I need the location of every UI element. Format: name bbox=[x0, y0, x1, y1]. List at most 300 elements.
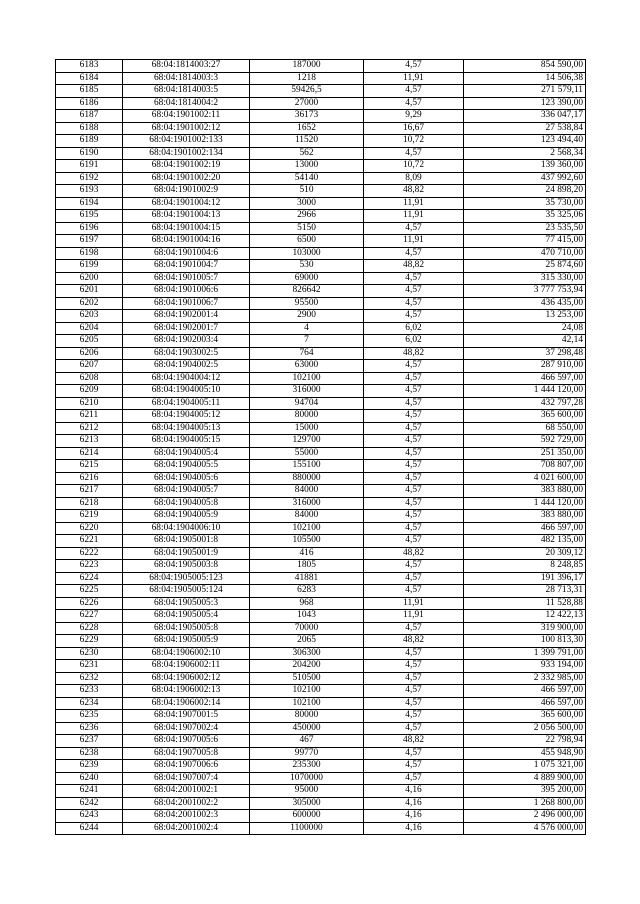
row-number-cell: 6191 bbox=[56, 160, 123, 173]
table-row bbox=[56, 572, 586, 585]
table-row bbox=[56, 335, 586, 348]
value-cell: 191 396,17 bbox=[464, 572, 586, 585]
area-cell: 826642 bbox=[250, 285, 364, 298]
cadastral-number-cell: 68:04:1906002:10 bbox=[123, 647, 250, 660]
cadastral-number-cell: 68:04:1904005:10 bbox=[123, 385, 250, 398]
cadastral-number-cell: 68:04:1904004:12 bbox=[123, 372, 250, 385]
value-cell: 123 390,00 bbox=[464, 97, 586, 110]
cadastral-number-cell: 68:04:1901002:11 bbox=[123, 110, 250, 123]
row-number-cell: 6203 bbox=[56, 310, 123, 323]
row-number-cell: 6190 bbox=[56, 147, 123, 160]
rate-cell: 4,57 bbox=[364, 497, 464, 510]
cadastral-number-cell: 68:04:1901004:12 bbox=[123, 197, 250, 210]
row-number-cell: 6232 bbox=[56, 672, 123, 685]
table-row bbox=[56, 810, 586, 823]
cadastral-number-cell: 68:04:1905005:9 bbox=[123, 635, 250, 648]
cadastral-number-cell: 68:04:1901004:16 bbox=[123, 235, 250, 248]
row-number-cell: 6223 bbox=[56, 560, 123, 573]
row-number-cell: 6235 bbox=[56, 710, 123, 723]
table-row bbox=[56, 785, 586, 798]
area-cell: 5150 bbox=[250, 222, 364, 235]
rate-cell: 11,91 bbox=[364, 72, 464, 85]
rate-cell: 4,57 bbox=[364, 560, 464, 573]
area-cell: 510 bbox=[250, 185, 364, 198]
value-cell: 2 332 985,00 bbox=[464, 672, 586, 685]
row-number-cell: 6185 bbox=[56, 85, 123, 98]
row-number-cell: 6217 bbox=[56, 485, 123, 498]
area-cell: 2900 bbox=[250, 310, 364, 323]
value-cell: 2 568,34 bbox=[464, 147, 586, 160]
cadastral-number-cell: 68:04:2001002:3 bbox=[123, 810, 250, 823]
cadastral-number-cell: 68:04:1904005:8 bbox=[123, 497, 250, 510]
table-row bbox=[56, 510, 586, 523]
row-number-cell: 6211 bbox=[56, 410, 123, 423]
rate-cell: 6,02 bbox=[364, 335, 464, 348]
value-cell: 466 597,00 bbox=[464, 522, 586, 535]
value-cell: 22 798,94 bbox=[464, 735, 586, 748]
rate-cell: 4,57 bbox=[364, 247, 464, 260]
table-row bbox=[56, 585, 586, 598]
value-cell: 24,08 bbox=[464, 322, 586, 335]
row-number-cell: 6215 bbox=[56, 460, 123, 473]
rate-cell: 4,57 bbox=[364, 485, 464, 498]
table-row bbox=[56, 560, 586, 573]
cadastral-number-cell: 68:04:1902003:4 bbox=[123, 335, 250, 348]
cadastral-number-cell: 68:04:1906002:11 bbox=[123, 660, 250, 673]
cadastral-number-cell: 68:04:1903002:5 bbox=[123, 347, 250, 360]
table-row bbox=[56, 472, 586, 485]
area-cell: 41881 bbox=[250, 572, 364, 585]
value-cell: 933 194,00 bbox=[464, 660, 586, 673]
area-cell: 15000 bbox=[250, 422, 364, 435]
table-row bbox=[56, 547, 586, 560]
row-number-cell: 6189 bbox=[56, 135, 123, 148]
rate-cell: 48,82 bbox=[364, 185, 464, 198]
rate-cell: 4,57 bbox=[364, 422, 464, 435]
value-cell: 2 496 000,00 bbox=[464, 810, 586, 823]
value-cell: 12 422,13 bbox=[464, 610, 586, 623]
rate-cell: 4,57 bbox=[364, 472, 464, 485]
rate-cell: 4,16 bbox=[364, 822, 464, 835]
value-cell: 319 900,00 bbox=[464, 622, 586, 635]
table-row bbox=[56, 185, 586, 198]
table-row bbox=[56, 97, 586, 110]
value-cell: 23 535,50 bbox=[464, 222, 586, 235]
table-row bbox=[56, 360, 586, 373]
value-cell: 27 538,84 bbox=[464, 122, 586, 135]
cadastral-number-cell: 68:04:1901006:7 bbox=[123, 297, 250, 310]
area-cell: 94704 bbox=[250, 397, 364, 410]
row-number-cell: 6230 bbox=[56, 647, 123, 660]
area-cell: 70000 bbox=[250, 622, 364, 635]
value-cell: 251 350,00 bbox=[464, 447, 586, 460]
row-number-cell: 6210 bbox=[56, 397, 123, 410]
value-cell: 4 021 600,00 bbox=[464, 472, 586, 485]
cadastral-number-cell: 68:04:1814003:5 bbox=[123, 85, 250, 98]
table-row bbox=[56, 322, 586, 335]
rate-cell: 4,57 bbox=[364, 410, 464, 423]
area-cell: 11520 bbox=[250, 135, 364, 148]
value-cell: 1 444 120,00 bbox=[464, 385, 586, 398]
table-row bbox=[56, 747, 586, 760]
value-cell: 592 729,00 bbox=[464, 435, 586, 448]
table-row bbox=[56, 310, 586, 323]
rate-cell: 4,57 bbox=[364, 460, 464, 473]
area-cell: 1218 bbox=[250, 72, 364, 85]
value-cell: 123 494,40 bbox=[464, 135, 586, 148]
rate-cell: 48,82 bbox=[364, 635, 464, 648]
cadastral-number-cell: 68:04:1905005:124 bbox=[123, 585, 250, 598]
table-row bbox=[56, 110, 586, 123]
row-number-cell: 6219 bbox=[56, 510, 123, 523]
rate-cell: 4,57 bbox=[364, 535, 464, 548]
value-cell: 42,14 bbox=[464, 335, 586, 348]
table-row bbox=[56, 285, 586, 298]
cadastral-number-cell: 68:04:1904006:10 bbox=[123, 522, 250, 535]
area-cell: 600000 bbox=[250, 810, 364, 823]
rate-cell: 48,82 bbox=[364, 735, 464, 748]
cadastral-number-cell: 68:04:1901002:134 bbox=[123, 147, 250, 160]
rate-cell: 48,82 bbox=[364, 547, 464, 560]
row-number-cell: 6239 bbox=[56, 760, 123, 773]
row-number-cell: 6197 bbox=[56, 235, 123, 248]
area-cell: 187000 bbox=[250, 60, 364, 73]
cadastral-number-cell: 68:04:1904005:9 bbox=[123, 510, 250, 523]
table-row bbox=[56, 147, 586, 160]
value-cell: 35 730,00 bbox=[464, 197, 586, 210]
rate-cell: 4,57 bbox=[364, 672, 464, 685]
area-cell: 1652 bbox=[250, 122, 364, 135]
cadastral-number-cell: 68:04:1902001:7 bbox=[123, 322, 250, 335]
area-cell: 880000 bbox=[250, 472, 364, 485]
cadastral-number-cell: 68:04:1904005:7 bbox=[123, 485, 250, 498]
cadastral-number-cell: 68:04:1907002:4 bbox=[123, 722, 250, 735]
cadastral-number-cell: 68:04:1905003:8 bbox=[123, 560, 250, 573]
cadastral-number-cell: 68:04:1904005:5 bbox=[123, 460, 250, 473]
cadastral-number-cell: 68:04:1901002:9 bbox=[123, 185, 250, 198]
value-cell: 11 528,88 bbox=[464, 597, 586, 610]
rate-cell: 4,57 bbox=[364, 710, 464, 723]
row-number-cell: 6236 bbox=[56, 722, 123, 735]
area-cell: 6500 bbox=[250, 235, 364, 248]
row-number-cell: 6229 bbox=[56, 635, 123, 648]
area-cell: 102100 bbox=[250, 522, 364, 535]
cadastral-number-cell: 68:04:1901004:15 bbox=[123, 222, 250, 235]
row-number-cell: 6184 bbox=[56, 72, 123, 85]
cadastral-number-cell: 68:04:2001002:4 bbox=[123, 822, 250, 835]
value-cell: 14 506,38 bbox=[464, 72, 586, 85]
area-cell: 84000 bbox=[250, 510, 364, 523]
cadastral-number-cell: 68:04:1905005:123 bbox=[123, 572, 250, 585]
rate-cell: 4,57 bbox=[364, 697, 464, 710]
value-cell: 68 550,00 bbox=[464, 422, 586, 435]
rate-cell: 4,16 bbox=[364, 810, 464, 823]
area-cell: 2065 bbox=[250, 635, 364, 648]
table-row bbox=[56, 460, 586, 473]
table-row bbox=[56, 372, 586, 385]
value-cell: 395 200,00 bbox=[464, 785, 586, 798]
row-number-cell: 6216 bbox=[56, 472, 123, 485]
area-cell: 968 bbox=[250, 597, 364, 610]
area-cell: 55000 bbox=[250, 447, 364, 460]
area-cell: 1043 bbox=[250, 610, 364, 623]
cadastral-number-cell: 68:04:1814003:27 bbox=[123, 60, 250, 73]
rate-cell: 4,57 bbox=[364, 360, 464, 373]
row-number-cell: 6242 bbox=[56, 797, 123, 810]
value-cell: 482 135,00 bbox=[464, 535, 586, 548]
cadastral-number-cell: 68:04:1901004:7 bbox=[123, 260, 250, 273]
table-row bbox=[56, 222, 586, 235]
value-cell: 1 268 800,00 bbox=[464, 797, 586, 810]
row-number-cell: 6192 bbox=[56, 172, 123, 185]
cadastral-number-cell: 68:04:1905005:3 bbox=[123, 597, 250, 610]
cadastral-number-cell: 68:04:1907001:5 bbox=[123, 710, 250, 723]
cadastral-number-cell: 68:04:1901002:133 bbox=[123, 135, 250, 148]
table-row bbox=[56, 622, 586, 635]
table-row bbox=[56, 172, 586, 185]
value-cell: 287 910,00 bbox=[464, 360, 586, 373]
row-number-cell: 6198 bbox=[56, 247, 123, 260]
row-number-cell: 6200 bbox=[56, 272, 123, 285]
value-cell: 1 399 791,00 bbox=[464, 647, 586, 660]
rate-cell: 4,57 bbox=[364, 60, 464, 73]
value-cell: 2 056 500,00 bbox=[464, 722, 586, 735]
rate-cell: 48,82 bbox=[364, 260, 464, 273]
row-number-cell: 6241 bbox=[56, 785, 123, 798]
rate-cell: 4,57 bbox=[364, 510, 464, 523]
area-cell: 155100 bbox=[250, 460, 364, 473]
area-cell: 54140 bbox=[250, 172, 364, 185]
cadastral-number-cell: 68:04:1907005:8 bbox=[123, 747, 250, 760]
table-row bbox=[56, 647, 586, 660]
value-cell: 383 880,00 bbox=[464, 485, 586, 498]
rate-cell: 4,57 bbox=[364, 310, 464, 323]
cadastral-number-cell: 68:04:1907007:4 bbox=[123, 772, 250, 785]
table-row bbox=[56, 535, 586, 548]
table-row bbox=[56, 297, 586, 310]
cadastral-number-cell: 68:04:1901002:20 bbox=[123, 172, 250, 185]
table-row bbox=[56, 397, 586, 410]
table-row bbox=[56, 210, 586, 223]
rate-cell: 4,57 bbox=[364, 585, 464, 598]
row-number-cell: 6199 bbox=[56, 260, 123, 273]
area-cell: 84000 bbox=[250, 485, 364, 498]
cadastral-number-cell: 68:04:1906002:13 bbox=[123, 685, 250, 698]
row-number-cell: 6183 bbox=[56, 60, 123, 73]
table-body bbox=[56, 60, 586, 835]
rate-cell: 6,02 bbox=[364, 322, 464, 335]
table-row bbox=[56, 660, 586, 673]
row-number-cell: 6224 bbox=[56, 572, 123, 585]
rate-cell: 4,57 bbox=[364, 660, 464, 673]
cadastral-number-cell: 68:04:1904005:15 bbox=[123, 435, 250, 448]
row-number-cell: 6206 bbox=[56, 347, 123, 360]
rate-cell: 4,57 bbox=[364, 385, 464, 398]
value-cell: 466 597,00 bbox=[464, 372, 586, 385]
value-cell: 28 713,31 bbox=[464, 585, 586, 598]
table-row bbox=[56, 710, 586, 723]
rate-cell: 4,57 bbox=[364, 522, 464, 535]
table-row bbox=[56, 72, 586, 85]
table-row bbox=[56, 347, 586, 360]
area-cell: 530 bbox=[250, 260, 364, 273]
rate-cell: 11,91 bbox=[364, 597, 464, 610]
row-number-cell: 6213 bbox=[56, 435, 123, 448]
rate-cell: 11,91 bbox=[364, 210, 464, 223]
row-number-cell: 6237 bbox=[56, 735, 123, 748]
area-cell: 3000 bbox=[250, 197, 364, 210]
value-cell: 24 898,20 bbox=[464, 185, 586, 198]
row-number-cell: 6221 bbox=[56, 535, 123, 548]
rate-cell: 4,57 bbox=[364, 97, 464, 110]
rate-cell: 10,72 bbox=[364, 135, 464, 148]
cadastral-number-cell: 68:04:1902001:4 bbox=[123, 310, 250, 323]
area-cell: 235300 bbox=[250, 760, 364, 773]
value-cell: 4 889 900,00 bbox=[464, 772, 586, 785]
row-number-cell: 6234 bbox=[56, 697, 123, 710]
cadastral-number-cell: 68:04:1901002:19 bbox=[123, 160, 250, 173]
table-row bbox=[56, 497, 586, 510]
value-cell: 383 880,00 bbox=[464, 510, 586, 523]
area-cell: 27000 bbox=[250, 97, 364, 110]
area-cell: 102100 bbox=[250, 697, 364, 710]
cadastral-number-cell: 68:04:2001002:2 bbox=[123, 797, 250, 810]
area-cell: 102100 bbox=[250, 372, 364, 385]
cadastral-number-cell: 68:04:1901005:7 bbox=[123, 272, 250, 285]
table-row bbox=[56, 485, 586, 498]
row-number-cell: 6195 bbox=[56, 210, 123, 223]
area-cell: 510500 bbox=[250, 672, 364, 685]
value-cell: 437 992,60 bbox=[464, 172, 586, 185]
row-number-cell: 6209 bbox=[56, 385, 123, 398]
area-cell: 80000 bbox=[250, 410, 364, 423]
cadastral-number-cell: 68:04:1905005:8 bbox=[123, 622, 250, 635]
row-number-cell: 6212 bbox=[56, 422, 123, 435]
area-cell: 129700 bbox=[250, 435, 364, 448]
row-number-cell: 6207 bbox=[56, 360, 123, 373]
table-row bbox=[56, 160, 586, 173]
row-number-cell: 6225 bbox=[56, 585, 123, 598]
rate-cell: 4,57 bbox=[364, 622, 464, 635]
value-cell: 77 415,00 bbox=[464, 235, 586, 248]
table-row bbox=[56, 197, 586, 210]
value-cell: 20 309,12 bbox=[464, 547, 586, 560]
rate-cell: 4,57 bbox=[364, 272, 464, 285]
cadastral-number-cell: 68:04:1904005:6 bbox=[123, 472, 250, 485]
area-cell: 2966 bbox=[250, 210, 364, 223]
rate-cell: 4,57 bbox=[364, 747, 464, 760]
table-row bbox=[56, 672, 586, 685]
rate-cell: 4,57 bbox=[364, 147, 464, 160]
table-row bbox=[56, 772, 586, 785]
area-cell: 204200 bbox=[250, 660, 364, 673]
cadastral-number-cell: 68:04:1904005:12 bbox=[123, 410, 250, 423]
value-cell: 139 360,00 bbox=[464, 160, 586, 173]
row-number-cell: 6227 bbox=[56, 610, 123, 623]
rate-cell: 48,82 bbox=[364, 347, 464, 360]
table-row bbox=[56, 410, 586, 423]
value-cell: 336 047,17 bbox=[464, 110, 586, 123]
area-cell: 1100000 bbox=[250, 822, 364, 835]
value-cell: 470 710,00 bbox=[464, 247, 586, 260]
rate-cell: 4,57 bbox=[364, 435, 464, 448]
row-number-cell: 6233 bbox=[56, 685, 123, 698]
row-number-cell: 6196 bbox=[56, 222, 123, 235]
cadastral-number-cell: 68:04:1901004:13 bbox=[123, 210, 250, 223]
area-cell: 416 bbox=[250, 547, 364, 560]
rate-cell: 4,57 bbox=[364, 447, 464, 460]
area-cell: 59426,5 bbox=[250, 85, 364, 98]
cadastral-number-cell: 68:04:1906002:12 bbox=[123, 672, 250, 685]
rate-cell: 16,67 bbox=[364, 122, 464, 135]
row-number-cell: 6208 bbox=[56, 372, 123, 385]
table-row bbox=[56, 597, 586, 610]
area-cell: 305000 bbox=[250, 797, 364, 810]
table-row bbox=[56, 85, 586, 98]
area-cell: 316000 bbox=[250, 385, 364, 398]
area-cell: 63000 bbox=[250, 360, 364, 373]
value-cell: 466 597,00 bbox=[464, 685, 586, 698]
area-cell: 1805 bbox=[250, 560, 364, 573]
value-cell: 436 435,00 bbox=[464, 297, 586, 310]
area-cell: 7 bbox=[250, 335, 364, 348]
value-cell: 466 597,00 bbox=[464, 697, 586, 710]
value-cell: 365 600,00 bbox=[464, 710, 586, 723]
table-row bbox=[56, 760, 586, 773]
row-number-cell: 6220 bbox=[56, 522, 123, 535]
rate-cell: 4,57 bbox=[364, 397, 464, 410]
value-cell: 271 579,11 bbox=[464, 85, 586, 98]
rate-cell: 4,16 bbox=[364, 797, 464, 810]
area-cell: 6283 bbox=[250, 585, 364, 598]
value-cell: 100 813,30 bbox=[464, 635, 586, 648]
row-number-cell: 6186 bbox=[56, 97, 123, 110]
table-row bbox=[56, 260, 586, 273]
row-number-cell: 6202 bbox=[56, 297, 123, 310]
row-number-cell: 6188 bbox=[56, 122, 123, 135]
cadastral-number-cell: 68:04:2001002:1 bbox=[123, 785, 250, 798]
table-row bbox=[56, 735, 586, 748]
cadastral-number-cell: 68:04:1901002:12 bbox=[123, 122, 250, 135]
table-row bbox=[56, 122, 586, 135]
area-cell: 69000 bbox=[250, 272, 364, 285]
area-cell: 306300 bbox=[250, 647, 364, 660]
value-cell: 315 330,00 bbox=[464, 272, 586, 285]
area-cell: 103000 bbox=[250, 247, 364, 260]
row-number-cell: 6201 bbox=[56, 285, 123, 298]
area-cell: 95000 bbox=[250, 785, 364, 798]
value-cell: 4 576 000,00 bbox=[464, 822, 586, 835]
row-number-cell: 6193 bbox=[56, 185, 123, 198]
row-number-cell: 6218 bbox=[56, 497, 123, 510]
cadastral-number-cell: 68:04:1901004:6 bbox=[123, 247, 250, 260]
value-cell: 13 253,00 bbox=[464, 310, 586, 323]
rate-cell: 4,57 bbox=[364, 222, 464, 235]
area-cell: 13000 bbox=[250, 160, 364, 173]
table-row bbox=[56, 135, 586, 148]
area-cell: 467 bbox=[250, 735, 364, 748]
row-number-cell: 6194 bbox=[56, 197, 123, 210]
cadastral-number-cell: 68:04:1814003:3 bbox=[123, 72, 250, 85]
row-number-cell: 6231 bbox=[56, 660, 123, 673]
rate-cell: 4,57 bbox=[364, 685, 464, 698]
row-number-cell: 6204 bbox=[56, 322, 123, 335]
table-row bbox=[56, 697, 586, 710]
table-row bbox=[56, 235, 586, 248]
rate-cell: 4,57 bbox=[364, 722, 464, 735]
value-cell: 1 444 120,00 bbox=[464, 497, 586, 510]
value-cell: 708 807,00 bbox=[464, 460, 586, 473]
